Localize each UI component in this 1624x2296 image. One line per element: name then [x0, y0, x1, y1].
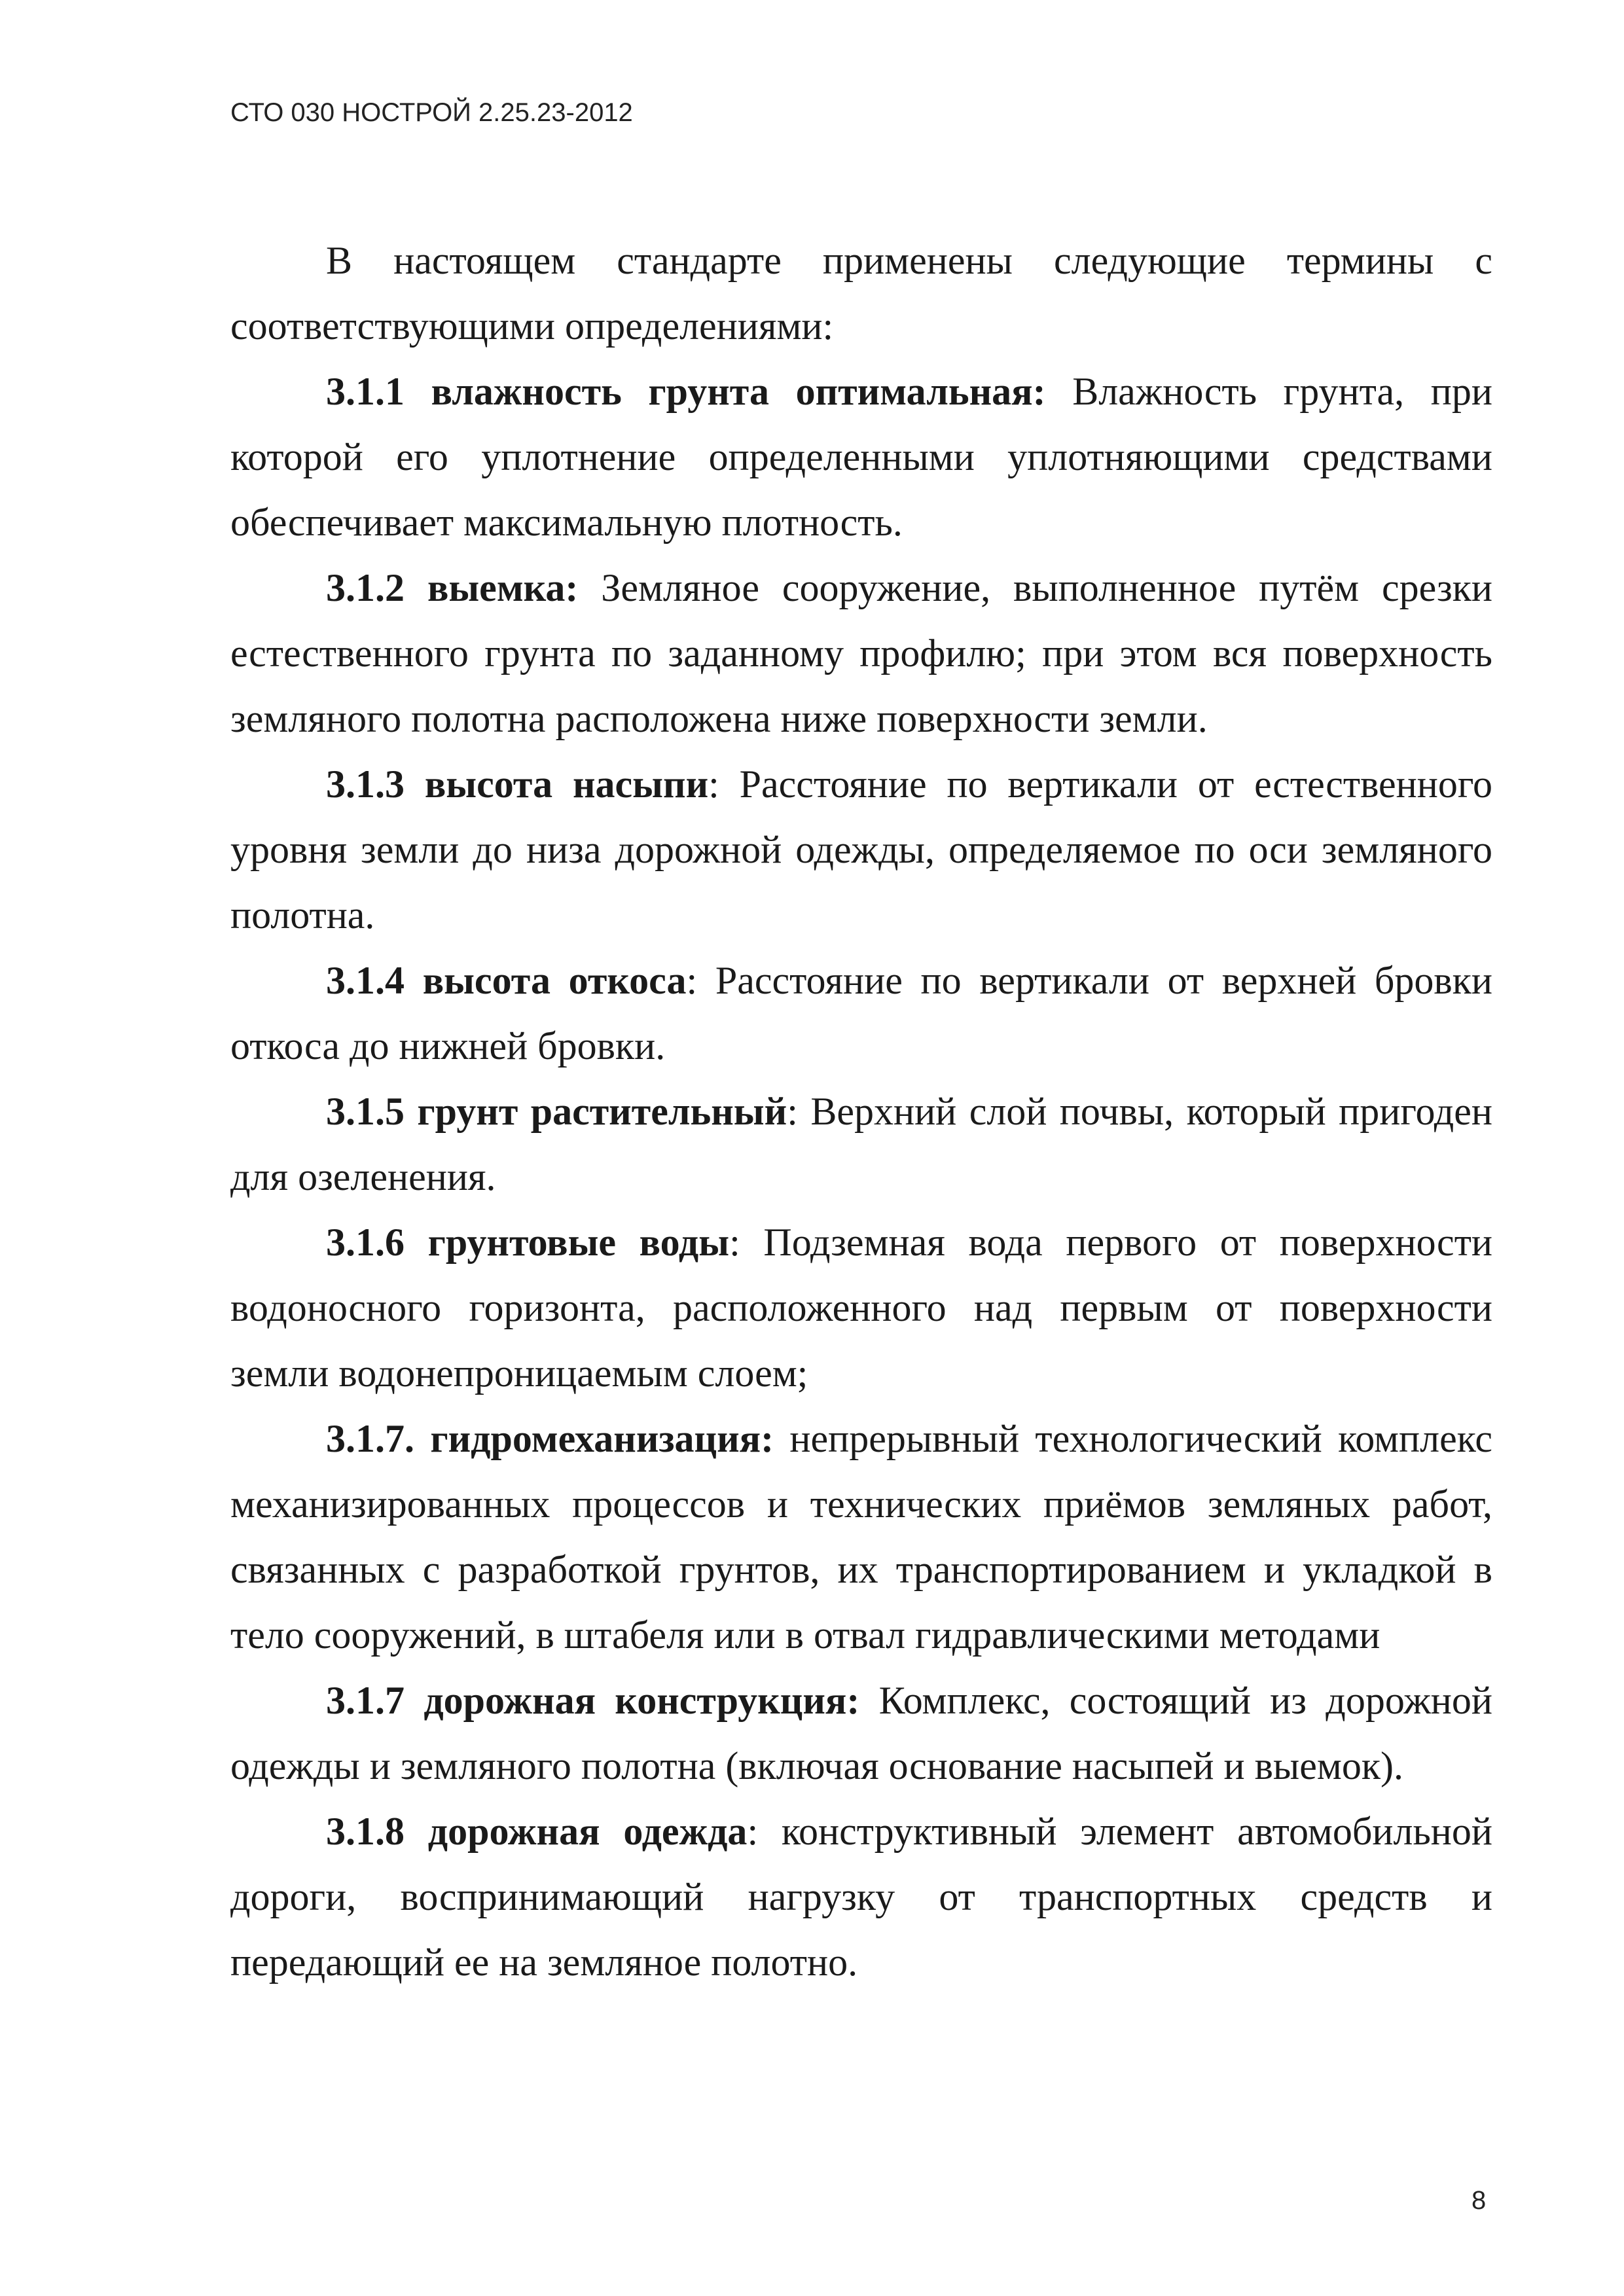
term-name: дорожная одежда — [427, 1810, 748, 1853]
term-number: 3.1.1 — [326, 370, 405, 413]
term-heading — [326, 1090, 787, 1133]
term-heading — [326, 1810, 747, 1853]
term-definition-text: : конструктивный элемент автомобильной дороги, воспринимающий нагрузку от транспортных средств и передающий ее на земляное полотно. — [230, 1810, 1493, 1984]
intro-paragraph: В настоящем стандарте применены следующие термины с соответствующими определениями: — [230, 239, 1492, 348]
term-heading — [326, 959, 687, 1002]
term-name: высота откоса — [422, 959, 687, 1002]
term-definition — [230, 1668, 1492, 1799]
term-number: 3.1.7 — [326, 1679, 405, 1722]
term-heading — [326, 1417, 774, 1460]
term-definition — [230, 1799, 1492, 1995]
term-definition — [230, 948, 1492, 1079]
term-name: высота насыпи — [424, 762, 709, 806]
term-number: 3.1.4 — [326, 959, 405, 1002]
term-definition — [230, 359, 1492, 555]
term-separator: : — [1032, 370, 1046, 413]
term-number: 3.1.5 — [326, 1090, 405, 1133]
term-definition-text: : Подземная вода первого от поверхности водоносного горизонта, расположенного над первым от поверхности земли водонепроницаемым слоем; — [230, 1221, 1493, 1395]
term-heading — [326, 566, 578, 609]
term-separator: : — [565, 566, 579, 609]
term-heading — [326, 1221, 729, 1264]
term-definition-text: Земляное сооружение, выполненное путём срезки естественного грунта по заданному профилю; при этом вся поверхность земляного полотна расположена ниже поверхности земли. — [230, 566, 1492, 740]
term-definition-text: : Расстояние по вертикали от верхней бровки откоса до нижней бровки. — [230, 959, 1492, 1067]
term-definition — [230, 1210, 1492, 1406]
document-body — [230, 228, 1492, 1995]
term-definition-text: : Верхний слой почвы, который пригоден для озеленения. — [230, 1090, 1493, 1198]
term-name: гидромеханизация — [430, 1417, 761, 1460]
term-number: 3.1.6 — [326, 1221, 405, 1264]
term-heading — [326, 370, 1046, 413]
term-number: 3.1.8 — [326, 1810, 405, 1853]
term-name: грунт растительный — [417, 1090, 787, 1133]
term-number: 3.1.3 — [326, 762, 405, 806]
term-definition — [230, 555, 1492, 751]
term-separator: : — [761, 1417, 774, 1460]
terms-list — [230, 359, 1492, 1995]
term-definition-text: непрерывный технологический комплекс механизированных процессов и технических приёмов земляных работ, связанных с разработкой грунтов, их транспортированием и укладкой в тело сооружений, в штабеля или в отвал гидравлическими методами — [230, 1417, 1492, 1657]
term-heading — [326, 762, 708, 806]
term-name: влажность грунта оптимальная — [431, 370, 1033, 413]
term-definition-text: : Расстояние по вертикали от естественного уровня земли до низа дорожной одежды, определяемое по оси земляного полотна. — [230, 762, 1493, 937]
running-header: СТО 030 НОСТРОЙ 2.25.23-2012 — [230, 98, 633, 127]
term-definition — [230, 751, 1492, 948]
term-definition — [230, 1079, 1492, 1210]
term-number: 3.1.7. — [326, 1417, 414, 1460]
term-heading — [326, 1679, 859, 1722]
page-number: 8 — [1471, 2186, 1487, 2215]
term-name: выемка — [427, 566, 566, 609]
term-definition-text: Комплекс, состоящий из дорожной одежды и земляного полотна (включая основание насыпей и выемок). — [230, 1679, 1493, 1787]
term-number: 3.1.2 — [326, 566, 405, 609]
term-name: дорожная конструкция — [424, 1679, 847, 1722]
term-separator: : — [846, 1679, 860, 1722]
term-name: грунтовые воды — [427, 1221, 730, 1264]
term-definition — [230, 1406, 1492, 1668]
term-definition-text: Влажность грунта, при которой его уплотнение определенными уплотняющими средствами обеспечивает максимальную плотность. — [230, 370, 1493, 544]
